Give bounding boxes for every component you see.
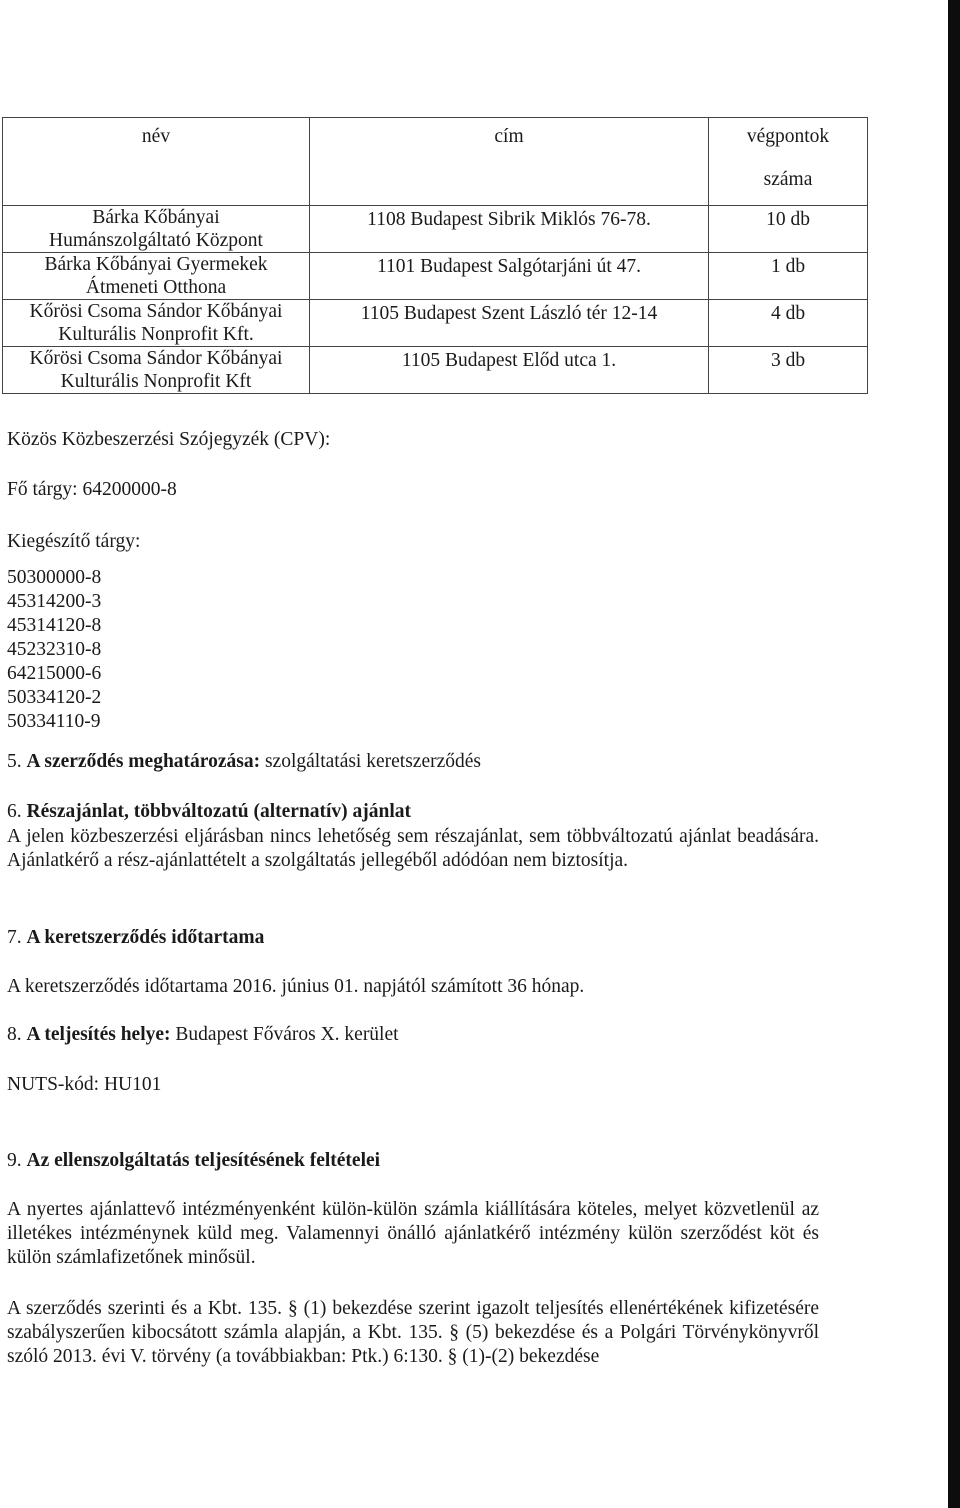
institutions-table: [2, 117, 868, 394]
cell-count: 1 db: [709, 253, 868, 300]
cpv-main-subject: Fő tárgy: 64200000-8: [7, 479, 177, 500]
section-7-title: A keretszerződés időtartama: [26, 927, 265, 948]
name-line-1: Bárka Kőbányai Gyermekek: [44, 254, 268, 275]
cell-name: [3, 347, 310, 394]
name-line-2: Humánszolgáltató Központ: [49, 230, 263, 251]
cell-name: [3, 253, 310, 300]
cell-name: [3, 206, 310, 253]
table-row: [3, 300, 868, 347]
cell-count: 3 db: [709, 347, 868, 394]
cpv-code: 50334120-2: [7, 687, 102, 708]
cell-count: 4 db: [709, 300, 868, 347]
cpv-code-list: [7, 566, 101, 734]
name-line-2: Átmeneti Otthona: [85, 277, 227, 298]
section-7-heading: [7, 926, 264, 950]
cpv-heading: Közös Közbeszerzési Szójegyzék (CPV):: [7, 429, 331, 450]
column-header-name: név: [3, 118, 310, 206]
column-header-count-line2: száma: [763, 169, 813, 190]
cpv-code: 64215000-6: [7, 663, 102, 684]
cell-count: 10 db: [709, 206, 868, 253]
section-5-text: szolgáltatási keretszerződés: [264, 751, 481, 772]
section-7-body: A keretszerződés időtartama 2016. június 01. napjától számított 36 hónap.: [7, 976, 585, 997]
nuts-code: NUTS-kód: HU101: [7, 1074, 162, 1095]
section-8: [7, 1023, 399, 1047]
cpv-code: 50300000-8: [7, 567, 102, 588]
name-line-1: Kőrösi Csoma Sándor Kőbányai: [29, 301, 283, 322]
section-6-body: A jelen közbeszerzési eljárásban nincs lehetőség sem részajánlat, sem többváltozatú ajánlat beadására. Ajánlatkérő a rész-ajánlattételt a szolgáltatás jellegéből adódóan nem biztosítja.: [7, 826, 819, 871]
scan-edge-bar: [948, 0, 960, 1508]
name-line-1: Bárka Kőbányai: [92, 207, 220, 228]
section-8-text: Budapest Főváros X. kerület: [175, 1024, 399, 1045]
cell-address: 1101 Budapest Salgótarjáni út 47.: [310, 253, 709, 300]
cpv-supplementary-label: Kiegészítő tárgy:: [7, 531, 141, 552]
section-9-number: 9.: [7, 1150, 22, 1171]
cpv-code: 45232310-8: [7, 639, 102, 660]
table-row: [3, 253, 868, 300]
column-header-address: cím: [310, 118, 709, 206]
table-row: [3, 347, 868, 394]
section-5: [7, 750, 481, 774]
column-header-count: [709, 118, 868, 206]
cpv-code: 45314200-3: [7, 591, 102, 612]
column-header-count-line1: végpontok: [746, 126, 830, 147]
section-7-number: 7.: [7, 927, 22, 948]
section-6-title: Részajánlat, többváltozatú (alternatív) ajánlat: [26, 801, 412, 822]
section-9-title: Az ellenszolgáltatás teljesítésének feltételei: [26, 1150, 381, 1171]
table-row: [3, 206, 868, 253]
cell-name: [3, 300, 310, 347]
cell-address: 1105 Budapest Szent László tér 12-14: [310, 300, 709, 347]
section-5-title: A szerződés meghatározása:: [26, 751, 261, 772]
cpv-code: 45314120-8: [7, 615, 102, 636]
section-5-number: 5.: [7, 751, 22, 772]
name-line-1: Kőrösi Csoma Sándor Kőbányai: [29, 348, 283, 369]
section-6-heading: [7, 800, 411, 824]
section-6-number: 6.: [7, 801, 22, 822]
section-8-title: A teljesítés helye:: [26, 1024, 171, 1045]
cpv-code: 50334110-9: [7, 711, 101, 732]
name-line-2: Kulturális Nonprofit Kft.: [58, 324, 254, 345]
section-9-heading: [7, 1149, 380, 1173]
section-9-paragraph-2: A szerződés szerinti és a Kbt. 135. § (1) bekezdése szerint igazolt teljesítés ellenértékének kifizetésére szabályszerűen kibocsátott számla alapján, a Kbt. 135. § (5) bekezdése és a Polgári Törvénykönyvről szóló 2013. évi V. törvény (a továbbiakban: Ptk.) 6:130. § (1)-(2) bekezdése: [7, 1298, 819, 1367]
section-9-paragraph-1: A nyertes ajánlattevő intézményenként külön-külön számla kiállítására köteles, melyet közvetlenül az illetékes intézménynek küld meg. Valamennyi önálló ajánlatkérő intézmény külön szerződést köt és külön számlafizetőnek minősül.: [7, 1199, 819, 1268]
table-header-row: [3, 118, 868, 206]
cell-address: 1108 Budapest Sibrik Miklós 76-78.: [310, 206, 709, 253]
name-line-2: Kulturális Nonprofit Kft: [60, 371, 252, 392]
cell-address: 1105 Budapest Előd utca 1.: [310, 347, 709, 394]
section-8-number: 8.: [7, 1024, 22, 1045]
